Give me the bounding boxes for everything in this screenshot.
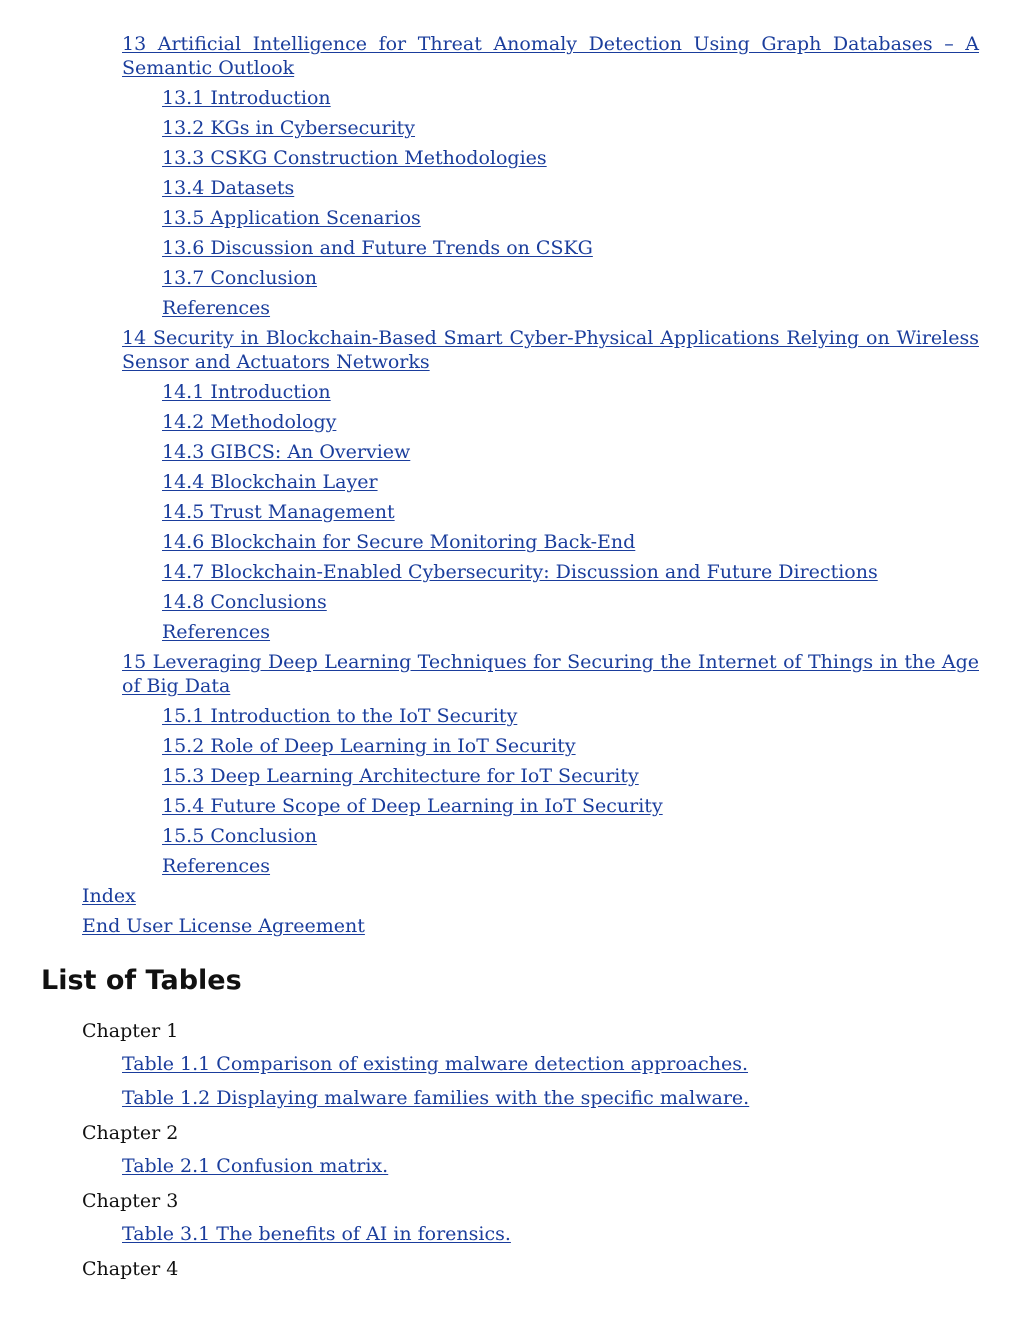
toc-link[interactable]: 14.2 Methodology bbox=[162, 411, 337, 433]
toc-chapter-14 bbox=[122, 326, 979, 374]
lot-item bbox=[122, 1086, 1020, 1112]
toc-section-13-7 bbox=[162, 266, 979, 290]
toc-link[interactable]: 15.4 Future Scope of Deep Learning in IoT Security bbox=[162, 795, 663, 817]
toc-link[interactable]: 13.6 Discussion and Future Trends on CSKG bbox=[162, 237, 593, 259]
toc-section-15-2 bbox=[162, 734, 979, 758]
toc-section-14-8 bbox=[162, 590, 979, 614]
toc-section-14-4 bbox=[162, 470, 979, 494]
toc-link-chapter-15[interactable]: 15 Leveraging Deep Learning Techniques for Securing the Internet of Things in the Age of Big Data bbox=[122, 651, 979, 697]
toc-link[interactable]: 14.3 GIBCS: An Overview bbox=[162, 441, 411, 463]
toc-section-13-1 bbox=[162, 86, 979, 110]
toc-link[interactable]: 14.8 Conclusions bbox=[162, 591, 327, 613]
eula-link[interactable]: End User License Agreement bbox=[82, 915, 365, 937]
toc-section-14-6 bbox=[162, 530, 979, 554]
toc-index bbox=[82, 884, 979, 908]
index-link[interactable]: Index bbox=[82, 885, 136, 907]
toc-section-13-3 bbox=[162, 146, 979, 170]
toc-link[interactable]: 13.1 Introduction bbox=[162, 87, 331, 109]
toc-link[interactable]: 14.1 Introduction bbox=[162, 381, 331, 403]
toc-section-14-2 bbox=[162, 410, 979, 434]
table-link[interactable]: Table 2.1 Confusion matrix. bbox=[122, 1155, 389, 1177]
toc-section-15-3 bbox=[162, 764, 979, 788]
toc-link[interactable]: 14.5 Trust Management bbox=[162, 501, 395, 523]
toc-link[interactable]: 14.4 Blockchain Layer bbox=[162, 471, 378, 493]
table-link[interactable]: Table 1.1 Comparison of existing malware detection approaches. bbox=[122, 1053, 749, 1075]
toc-section-15-references bbox=[162, 854, 979, 878]
toc-link[interactable]: 13.2 KGs in Cybersecurity bbox=[162, 117, 416, 139]
toc-section-14-3 bbox=[162, 440, 979, 464]
lot-chapter-label: Chapter 2 bbox=[82, 1122, 179, 1144]
toc-section-13-6 bbox=[162, 236, 979, 260]
toc-section-13-5 bbox=[162, 206, 979, 230]
toc-section-15-5 bbox=[162, 824, 979, 848]
toc-section-13-4 bbox=[162, 176, 979, 200]
toc-section-14-7 bbox=[162, 560, 979, 584]
lot-item bbox=[122, 1222, 1020, 1248]
toc-link[interactable]: References bbox=[162, 621, 271, 643]
toc-link[interactable]: 15.1 Introduction to the IoT Security bbox=[162, 705, 518, 727]
list-of-tables-heading: List of Tables bbox=[41, 965, 242, 996]
toc-link[interactable]: 13.5 Application Scenarios bbox=[162, 207, 421, 229]
toc-link[interactable]: 15.3 Deep Learning Architecture for IoT Security bbox=[162, 765, 639, 787]
toc-section-14-5 bbox=[162, 500, 979, 524]
toc-section-14-references bbox=[162, 620, 979, 644]
toc-eula bbox=[82, 914, 979, 938]
toc-link[interactable]: 13.7 Conclusion bbox=[162, 267, 318, 289]
toc-link[interactable]: References bbox=[162, 297, 271, 319]
toc-link[interactable]: 14.6 Blockchain for Secure Monitoring Back-End bbox=[162, 531, 636, 553]
toc-chapter-13 bbox=[122, 32, 979, 80]
toc-section-13-2 bbox=[162, 116, 979, 140]
lot-item bbox=[122, 1052, 1020, 1078]
toc-link-chapter-14[interactable]: 14 Security in Blockchain-Based Smart Cyber-Physical Applications Relying on Wireless Sensor and Actuators Networks bbox=[122, 327, 979, 373]
lot-item bbox=[122, 1154, 1020, 1180]
toc-section-14-1 bbox=[162, 380, 979, 404]
toc-section-15-4 bbox=[162, 794, 979, 818]
table-link[interactable]: Table 3.1 The benefits of AI in forensics. bbox=[122, 1223, 511, 1245]
table-of-contents bbox=[0, 32, 1020, 944]
toc-link[interactable]: 15.5 Conclusion bbox=[162, 825, 318, 847]
toc-link[interactable]: 13.4 Datasets bbox=[162, 177, 295, 199]
toc-link[interactable]: 13.3 CSKG Construction Methodologies bbox=[162, 147, 547, 169]
toc-section-15-1 bbox=[162, 704, 979, 728]
list-of-tables bbox=[0, 1018, 1020, 1290]
toc-link[interactable]: References bbox=[162, 855, 271, 877]
lot-chapter-label: Chapter 4 bbox=[82, 1258, 179, 1280]
toc-link-chapter-13[interactable]: 13 Artificial Intelligence for Threat Anomaly Detection Using Graph Databases – A Semantic Outlook bbox=[122, 33, 979, 79]
lot-chapter-label: Chapter 1 bbox=[82, 1020, 179, 1042]
table-link[interactable]: Table 1.2 Displaying malware families with the specific malware. bbox=[122, 1087, 750, 1109]
toc-link[interactable]: 14.7 Blockchain-Enabled Cybersecurity: Discussion and Future Directions bbox=[162, 561, 878, 583]
toc-section-13-references bbox=[162, 296, 979, 320]
lot-chapter-label: Chapter 3 bbox=[82, 1190, 179, 1212]
toc-chapter-15 bbox=[122, 650, 979, 698]
toc-link[interactable]: 15.2 Role of Deep Learning in IoT Security bbox=[162, 735, 576, 757]
